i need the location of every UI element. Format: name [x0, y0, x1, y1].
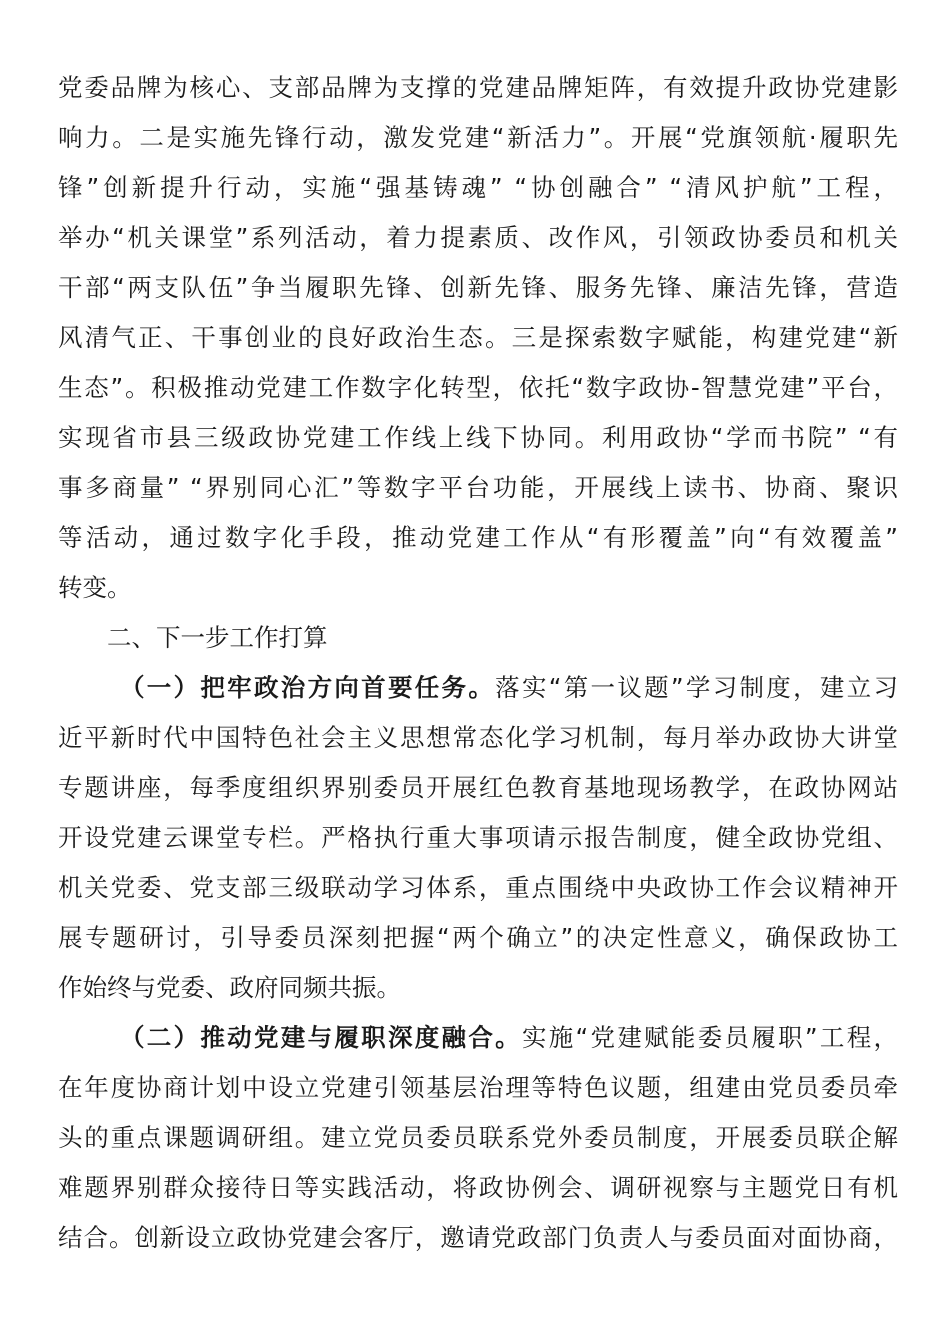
body-line: 干部“两支队伍”争当履职先锋、创新先锋、服务先锋、廉洁先锋，营造 — [58, 273, 898, 302]
body-line: 作始终与党委、政府同频共振。 — [58, 973, 401, 1002]
body-line: 风清气正、干事创业的良好政治生态。三是探索数字赋能，构建党建“新 — [58, 323, 898, 352]
item-first-line — [58, 1013, 898, 1063]
body-line: 党委品牌为核心、支部品牌为支撑的党建品牌矩阵，有效提升政协党建影 — [58, 73, 898, 102]
body-line: 展专题研讨，引导委员深刻把握“两个确立”的决定性意义，确保政协工 — [58, 923, 898, 952]
item-title: （二）推动党建与履职深度融合。 — [120, 1023, 522, 1052]
body-line: 生态”。积极推动党建工作数字化转型，依托“数字政协-智慧党建”平台， — [58, 373, 898, 402]
body-line: 举办“机关课堂”系列活动，着力提素质、改作风，引领政协委员和机关 — [58, 223, 898, 252]
body-line: 机关党委、党支部三级联动学习体系，重点围绕中央政协工作会议精神开 — [58, 873, 898, 902]
body-line: 响力。二是实施先锋行动，激发党建“新活力”。开展“党旗领航·履职先 — [58, 123, 898, 152]
body-line: 等活动，通过数字化手段，推动党建工作从“有形覆盖”向“有效覆盖” — [58, 523, 898, 552]
body-line: 转变。 — [58, 573, 132, 602]
body-line: 在年度协商计划中设立党建引领基层治理等特色议题，组建由党员委员牵 — [58, 1073, 898, 1102]
document-body — [58, 63, 898, 1263]
body-line: 近平新时代中国特色社会主义思想常态化学习机制，每月举办政协大讲堂 — [58, 723, 898, 752]
body-line: 专题讲座，每季度组织界别委员开展红色教育基地现场教学，在政协网站 — [58, 773, 898, 802]
body-line: 难题界别群众接待日等实践活动，将政协例会、调研视察与主题党日有机 — [58, 1173, 898, 1202]
body-line: 事多商量” “界别同心汇”等数字平台功能，开展线上读书、协商、聚识 — [58, 473, 898, 502]
item-text: 实施“党建赋能委员履职”工程， — [521, 1023, 898, 1052]
body-line: 结合。创新设立政协党建会客厅，邀请党政部门负责人与委员面对面协商， — [58, 1223, 898, 1252]
body-line: 头的重点课题调研组。建立党员委员联系党外委员制度，开展委员联企解 — [58, 1123, 898, 1152]
section-heading: 二、下一步工作打算 — [107, 623, 328, 652]
item-first-line — [58, 663, 898, 713]
body-line: 开设党建云课堂专栏。严格执行重大事项请示报告制度，健全政协党组、 — [58, 823, 898, 852]
item-title: （一）把牢政治方向首要任务。 — [120, 673, 496, 702]
body-line: 实现省市县三级政协党建工作线上线下协同。利用政协“学而书院” “有 — [58, 423, 898, 452]
item-text: 落实“第一议题”学习制度，建立习 — [495, 673, 898, 702]
body-line: 锋”创新提升行动，实施“强基铸魂” “协创融合” “清风护航”工程， — [58, 173, 898, 202]
